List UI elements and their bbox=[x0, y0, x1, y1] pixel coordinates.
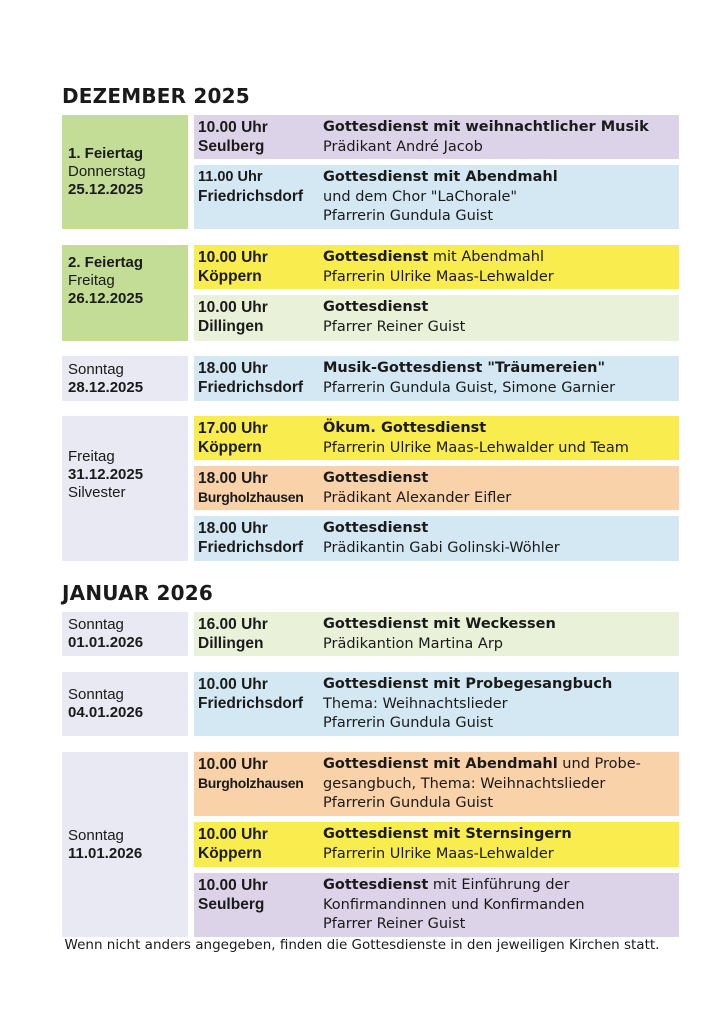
service-description bbox=[323, 359, 675, 398]
service-description bbox=[323, 118, 675, 157]
service-description bbox=[323, 825, 675, 864]
month-heading-januar: JANUAR 2026 bbox=[62, 581, 213, 605]
service-description bbox=[323, 675, 675, 734]
service-title: Gottesdienst bbox=[323, 470, 429, 486]
service-time: 17.00 Uhr bbox=[198, 420, 268, 437]
service-line: und dem Chor "LaChorale" bbox=[323, 188, 518, 205]
date: 31.12.2025 bbox=[68, 465, 144, 483]
service-entry bbox=[194, 672, 679, 736]
service-place: Friedrichsdorf bbox=[198, 695, 304, 712]
service-title: Gottesdienst mit Abendmahl bbox=[323, 756, 558, 772]
service-title: Musik-Gottesdienst "Träumereien" bbox=[323, 360, 606, 376]
service-place: Köppern bbox=[198, 268, 262, 285]
service-line: Pfarrerin Gundula Guist bbox=[323, 795, 494, 811]
footer-note: Wenn nicht anders angegeben, finden die Gottesdienste in den jeweiligen Kirchen statt. bbox=[64, 937, 660, 953]
service-group-04-01 bbox=[62, 672, 679, 736]
day-cell bbox=[62, 356, 188, 401]
day-cell bbox=[62, 612, 188, 656]
service-line: Prädikantion Martina Arp bbox=[323, 635, 504, 652]
weekday: Sonntag bbox=[68, 826, 124, 844]
service-group-01-01 bbox=[62, 612, 679, 656]
day-cell bbox=[62, 245, 188, 341]
service-entry bbox=[194, 822, 679, 867]
service-title: Gottesdienst bbox=[323, 249, 429, 265]
service-description bbox=[323, 615, 675, 654]
service-entry bbox=[194, 295, 679, 341]
weekday: Donnerstag bbox=[68, 163, 146, 180]
service-line: Konfirmandinnen und Konfirmanden bbox=[323, 896, 585, 913]
service-place: Dillingen bbox=[198, 635, 264, 652]
service-title: Gottesdienst mit Abendmahl bbox=[323, 169, 558, 185]
day-cell bbox=[62, 752, 188, 937]
service-time: 16.00 Uhr bbox=[198, 616, 268, 633]
service-line: Pfarrerin Gundula Guist, Simone Garnier bbox=[323, 379, 616, 396]
service-group-31-12 bbox=[62, 416, 679, 561]
service-description bbox=[323, 298, 675, 337]
service-place: Burgholzhausen bbox=[198, 775, 304, 791]
day-label: 1. Feiertag bbox=[68, 145, 144, 162]
service-place: Friedrichsdorf bbox=[198, 539, 304, 556]
service-place: Köppern bbox=[198, 439, 262, 456]
service-title: Gottesdienst bbox=[323, 877, 429, 893]
service-place: Seulberg bbox=[198, 896, 265, 913]
month-heading-dezember: DEZEMBER 2025 bbox=[62, 84, 250, 108]
service-time: 18.00 Uhr bbox=[198, 360, 268, 377]
service-title-rest: mit Abendmahl bbox=[428, 249, 544, 265]
weekday: Sonntag bbox=[68, 360, 124, 378]
service-line: Pfarrerin Ulrike Maas-Lehwalder bbox=[323, 845, 554, 862]
date: 25.12.2025 bbox=[68, 181, 144, 198]
weekday: Sonntag bbox=[68, 686, 124, 703]
service-time: 18.00 Uhr bbox=[198, 520, 268, 537]
service-group-11-01 bbox=[62, 752, 679, 937]
date: 11.01.2026 bbox=[68, 844, 143, 862]
service-time: 10.00 Uhr bbox=[198, 249, 268, 266]
service-group-25-12 bbox=[62, 115, 679, 229]
service-time: 11.00 Uhr bbox=[198, 169, 263, 185]
service-time: 10.00 Uhr bbox=[198, 756, 268, 773]
service-place: Dillingen bbox=[198, 318, 264, 335]
service-entry bbox=[194, 165, 679, 229]
service-description bbox=[323, 519, 675, 558]
service-line: Pfarrerin Gundula Guist bbox=[323, 715, 494, 731]
service-line: Pfarrerin Ulrike Maas-Lehwalder und Team bbox=[323, 439, 629, 456]
service-line: Prädikantin Gabi Golinski-Wöhler bbox=[323, 539, 560, 556]
service-line: Pfarrer Reiner Guist bbox=[323, 916, 466, 932]
service-title: Gottesdienst mit weihnachtlicher Musik bbox=[323, 119, 649, 135]
service-title: Gottesdienst mit Probegesangbuch bbox=[323, 676, 613, 692]
service-entry bbox=[194, 115, 679, 159]
service-description bbox=[323, 419, 675, 458]
day-cell bbox=[62, 672, 188, 736]
service-line: Pfarrer Reiner Guist bbox=[323, 318, 466, 335]
service-description bbox=[323, 876, 675, 935]
service-group-28-12 bbox=[62, 356, 679, 401]
day-note: Silvester bbox=[68, 483, 126, 501]
service-title-rest: und Probe- bbox=[557, 756, 641, 772]
service-time: 10.00 Uhr bbox=[198, 877, 268, 894]
service-entry bbox=[194, 466, 679, 510]
service-time: 10.00 Uhr bbox=[198, 299, 268, 316]
service-title: Gottesdienst bbox=[323, 520, 429, 536]
service-line: Thema: Weihnachtslieder bbox=[323, 695, 508, 712]
date: 28.12.2025 bbox=[68, 378, 144, 396]
service-entry bbox=[194, 873, 679, 937]
date: 04.01.2026 bbox=[68, 704, 144, 721]
weekday: Sonntag bbox=[68, 616, 124, 633]
service-description bbox=[323, 168, 675, 227]
date: 26.12.2025 bbox=[68, 290, 144, 307]
service-entry bbox=[194, 612, 679, 656]
weekday: Freitag bbox=[68, 447, 115, 465]
service-place: Friedrichsdorf bbox=[198, 188, 304, 205]
day-cell bbox=[62, 115, 188, 229]
service-place: Seulberg bbox=[198, 138, 265, 155]
service-description bbox=[323, 755, 675, 814]
service-title: Ökum. Gottesdienst bbox=[323, 420, 487, 436]
service-entry bbox=[194, 356, 679, 401]
service-entry bbox=[194, 516, 679, 561]
service-time: 10.00 Uhr bbox=[198, 119, 268, 136]
service-title: Gottesdienst mit Weckessen bbox=[323, 616, 556, 632]
service-line: Pfarrerin Ulrike Maas-Lehwalder bbox=[323, 268, 554, 285]
service-line: Prädikant André Jacob bbox=[323, 138, 483, 155]
day-label: 2. Feiertag bbox=[68, 254, 144, 271]
service-time: 10.00 Uhr bbox=[198, 826, 268, 843]
service-line: Pfarrerin Gundula Guist bbox=[323, 208, 494, 224]
service-entry bbox=[194, 752, 679, 816]
service-title: Gottesdienst mit Sternsingern bbox=[323, 826, 572, 842]
service-line: gesangbuch, Thema: Weihnachtslieder bbox=[323, 775, 606, 792]
service-place: Burgholzhausen bbox=[198, 489, 304, 505]
service-title-rest: mit Einführung der bbox=[428, 877, 570, 893]
service-title: Gottesdienst bbox=[323, 299, 429, 315]
service-group-26-12 bbox=[62, 245, 679, 341]
service-place: Friedrichsdorf bbox=[198, 379, 304, 396]
service-entry bbox=[194, 416, 679, 460]
service-description bbox=[323, 469, 675, 508]
service-description bbox=[323, 248, 675, 287]
service-place: Köppern bbox=[198, 845, 262, 862]
service-line: Prädikant Alexander Eifler bbox=[323, 489, 512, 506]
service-entry bbox=[194, 245, 679, 289]
service-time: 10.00 Uhr bbox=[198, 676, 268, 693]
service-time: 18.00 Uhr bbox=[198, 470, 268, 487]
date: 01.01.2026 bbox=[68, 634, 144, 651]
weekday: Freitag bbox=[68, 272, 115, 289]
day-cell bbox=[62, 416, 188, 561]
